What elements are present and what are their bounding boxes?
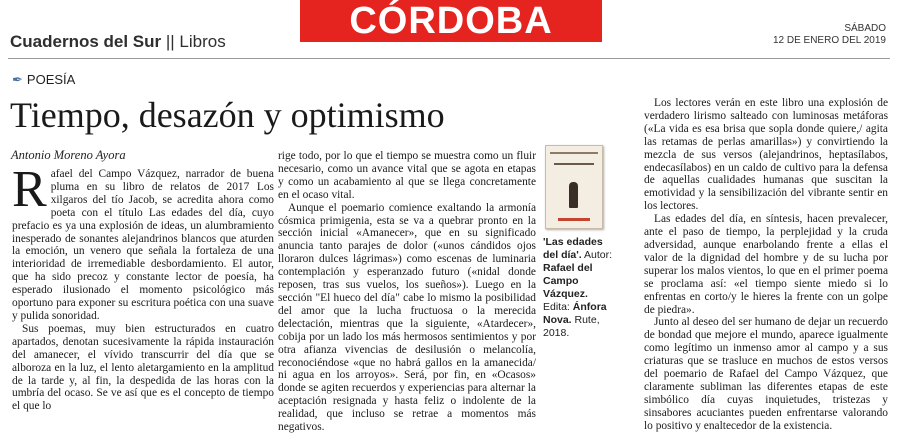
paragraph: Las edades del día, en síntesis, hacen prevalecer, ante el paso de tiempo, la perplejidad y la cruda adversidad, aunque enarbolando frente a ellas el valor de la dignidad del hombre y de su lucha por superar los malos vientos, lo que en el primer poema se proclama así: «el tiempo siente miedo si lo enfrentas en corto/y le hieres la frente con un golpe de piedra».: [644, 213, 888, 316]
paragraph: rige todo, por lo que el tiempo se muestra como un fluir necesario, como un avance vital que se agota en etapas y como un acabamiento al que se llega concretamente en el ocaso vital.: [278, 150, 536, 201]
caption-title: 'Las edades del día'.: [543, 236, 603, 261]
paragraph: Sus poemas, muy bien estructurados en cuatro apartados, denotan sucesivamente la rápida instauración del amanecer, el vívido transcurrir del día que se alboroza en la luz, el lento aletargamiento en la amplitud de la tarde y, al fin, la despedida de las horas con la umbría del ocaso. Se ve así que es el concepto de tiempo el que lo: [12, 322, 274, 413]
book-caption: 'Las edades del día'. Autor: Rafael del Campo Vázquez. Edita: Ánfora Nova. Rute, 2018.: [543, 236, 613, 339]
column-1: [12, 161, 274, 413]
paragraph: Los lectores verán en este libro una explosión de verdadero lirismo salteado con luminosas metáforas («La vida es esa brisa que sopla donde quiere,/ agita las retamas de perlas amarillas») y convirtiendo la mezcla de sus versos (alejandrinos, heptasílabos, endecasílabos) en un caldo de cultivo para la defensa de aquellas cualidades humanas que suscitan la emotividad y la sensibilización del vibrante sentir en los lectores.: [644, 97, 888, 213]
book-cover-image: [545, 145, 603, 229]
paragraph: Rafael del Campo Vázquez, narrador de buena pluma en su libro de relatos de 2017 Los xilgaros del tío Jacob, se acredita ahora como poeta con el título Las edades del día, cuyo prefacio es ya una explosión de ideas, un alumbramiento inesperado de sonantes alejandrinos blancos que aturden la emoción, un venero que señala la fortaleza de una interioridad de irremediable desbordamiento. El autor, que ha sido precoz y constante lector de poesía, ha esperado ilusionado el momento psicológico más oportuno para exponer su escritura poética con una suave y pulida sonoridad.: [12, 161, 274, 322]
section-label: [10, 32, 226, 52]
issue-date: [773, 23, 886, 47]
byline: Antonio Moreno Ayora: [11, 148, 126, 162]
issue-day: SÁBADO: [844, 23, 886, 34]
divider: [8, 58, 890, 59]
issue-full-date: 12 DE ENERO DEL 2019: [772, 35, 886, 46]
kicker-label: POESÍA: [26, 72, 76, 87]
paragraph: Junto al deseo del ser humano de dejar un recuerdo de bondad que mejore el mundo, aparece igualmente como legítimo un inmenso amor al campo y a sus criaturas que se trasluce en muchos de estos versos del poemario de Rafael del Campo Vázquez, que claramente subliman las diferentes etapas de este simbólico día cuyas inquietudes, tristezas y sinsabores acuciantes pueden enfrentarse valorando lo positivo y enaltecedor de la existencia.: [644, 316, 888, 432]
column-2: [278, 150, 536, 434]
section-subname: || Libros: [161, 32, 226, 51]
feather-icon: ✒: [12, 72, 23, 87]
caption-author: Rafael del Campo Vázquez.: [543, 262, 593, 300]
masthead: CÓRDOBA: [300, 0, 602, 42]
column-3: [644, 97, 888, 433]
section-name: Cuadernos del Sur: [10, 32, 162, 51]
caption-publisher: Ánfora Nova.: [543, 301, 607, 326]
paragraph: Aunque el poemario comience exaltando la armonía cósmica primigenia, esta se va a quebrar pronto en la sección inicial «Amanecer», que en su significado anuncia tanto parajes de dolor («unos cándidos ojos lloraron dulces lágrimas») como escenas de luminaria contemplación y esperanzado futuro («nidal donde reposen, tras sus vuelos, los sueños»). Luego en la sección "El hueco del día" cabe lo mismo la posibilidad del amor que la lucha fructuosa o la merecida delectación, mientras que la siguiente, «Atardecer», cobija por un lado los más hermosos sentimientos y por otra afianza vivencias de desilusión o melancolía, reconociéndose «que no habrá gallos en la amanecida/ ni agua en los arroyos». Será, por fin, en «Ocasos» donde se agiten recuerdos y experiencias para alternar la aceptación resignada y hasta feliz o indolente de la realidad, que incluso se retrae a momentos más negativos.: [278, 201, 536, 434]
headline: Tiempo, desazón y optimismo: [10, 95, 445, 135]
kicker: [12, 72, 75, 88]
drop-cap: R: [12, 161, 47, 218]
